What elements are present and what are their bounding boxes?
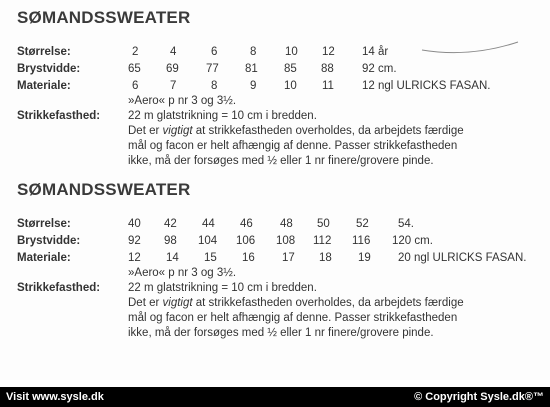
section1-title: SØMANDSSWEATER [17, 8, 191, 27]
section1-material-cell: 10 [284, 80, 297, 92]
section2-size-cell: 50 [317, 218, 330, 230]
section1-size-cell: 14 år [362, 46, 389, 58]
section1-chest-cell: 77 [206, 63, 219, 75]
section2-chest-label: Brystvidde: [17, 235, 81, 247]
section2-needles: »Aero« p nr 3 og 3½. [128, 267, 237, 279]
section2-chest-cell: 120 cm. [392, 235, 433, 247]
section1-chest-cell: 85 [284, 63, 297, 75]
section1-size-cell: 2 [132, 46, 139, 58]
section1-material-cell: 11 [322, 80, 334, 92]
section2-size-label: Størrelse: [17, 218, 71, 230]
footer-bar [0, 387, 550, 407]
section2-material-cell: 20 ngl ULRICKS FASAN. [398, 252, 527, 264]
section2-size-cell: 46 [240, 218, 253, 230]
section2-gauge-line: 22 m glatstrikning = 10 cm i bredden. [128, 282, 317, 294]
section2-gauge-label: Strikkefasthed: [17, 282, 101, 294]
section2-size-cell: 52 [356, 218, 369, 230]
section2-material-label: Materiale: [17, 252, 71, 264]
section2-chest-cell: 98 [164, 235, 177, 247]
section2-material-cell: 12 [128, 252, 141, 264]
section1-size-cell: 6 [211, 46, 218, 58]
section2-material-cell: 15 [204, 252, 217, 264]
section1-chest-cell: 69 [166, 63, 179, 75]
section2-material-cell: 18 [319, 252, 332, 264]
section1-material-cell: 8 [211, 80, 218, 92]
section2-note-line3: ikke, må der forsøges med ½ eller 1 nr finere/grovere pinde. [128, 327, 434, 339]
section2-chest-cell: 112 [313, 235, 332, 247]
pencil-stroke [420, 36, 520, 56]
visit-link[interactable]: Visit www.sysle.dk [6, 391, 104, 403]
section2-chest-cell: 104 [198, 235, 218, 247]
copyright-text: © Copyright Sysle.dk®™ [414, 391, 544, 403]
section2-size-cell: 40 [128, 218, 141, 230]
section2-size-cell: 44 [202, 218, 215, 230]
section1-size-cell: 8 [250, 46, 257, 58]
section1-gauge-label: Strikkefasthed: [17, 110, 101, 122]
section2-chest-cell: 108 [276, 235, 296, 247]
section1-note-line2: mål og facon er helt afhængig af denne. Passer strikkefastheden [128, 140, 458, 152]
section1-gauge-line: 22 m glatstrikning = 10 cm i bredden. [128, 110, 317, 122]
section2-chest-cell: 116 [352, 235, 371, 247]
section1-size-cell: 4 [170, 46, 177, 58]
section2-note-line2: mål og facon er helt afhængig af denne. Passer strikkefastheden [128, 312, 458, 324]
section2-material-cell: 19 [358, 252, 371, 264]
section2-material-cell: 16 [242, 252, 255, 264]
section2-size-cell: 48 [280, 218, 293, 230]
section1-material-label: Materiale: [17, 80, 71, 92]
section1-material-cell: 9 [250, 80, 257, 92]
section1-chest-cell: 92 cm. [362, 63, 397, 75]
section1-material-cell: 12 ngl ULRICKS FASAN. [362, 80, 491, 92]
section2-chest-cell: 106 [236, 235, 256, 247]
section2-material-cell: 17 [282, 252, 295, 264]
section1-chest-cell: 81 [245, 63, 258, 75]
section1-size-cell: 10 [285, 46, 298, 58]
section2-material-cell: 14 [166, 252, 179, 264]
section1-material-cell: 6 [132, 80, 139, 92]
section2-chest-cell: 92 [128, 235, 141, 247]
section1-size-cell: 12 [322, 46, 335, 58]
section2-note-line1: Det er vigtigt at strikkefastheden overholdes, da arbejdets færdige [128, 297, 464, 309]
section1-chest-label: Brystvidde: [17, 63, 81, 75]
section1-chest-cell: 65 [128, 63, 141, 75]
section1-note-line1: Det er vigtigt at strikkefastheden overholdes, da arbejdets færdige [128, 125, 464, 137]
section2-size-cell: 42 [164, 218, 177, 230]
section1-chest-cell: 88 [321, 63, 334, 75]
section1-note-line3: ikke, må der forsøges med ½ eller 1 nr finere/grovere pinde. [128, 155, 434, 167]
section2-title: SØMANDSSWEATER [17, 180, 191, 199]
section1-material-cell: 7 [170, 80, 177, 92]
section2-size-cell: 54. [398, 218, 414, 230]
section1-size-label: Størrelse: [17, 46, 71, 58]
section1-needles: »Aero« p nr 3 og 3½. [128, 95, 237, 107]
